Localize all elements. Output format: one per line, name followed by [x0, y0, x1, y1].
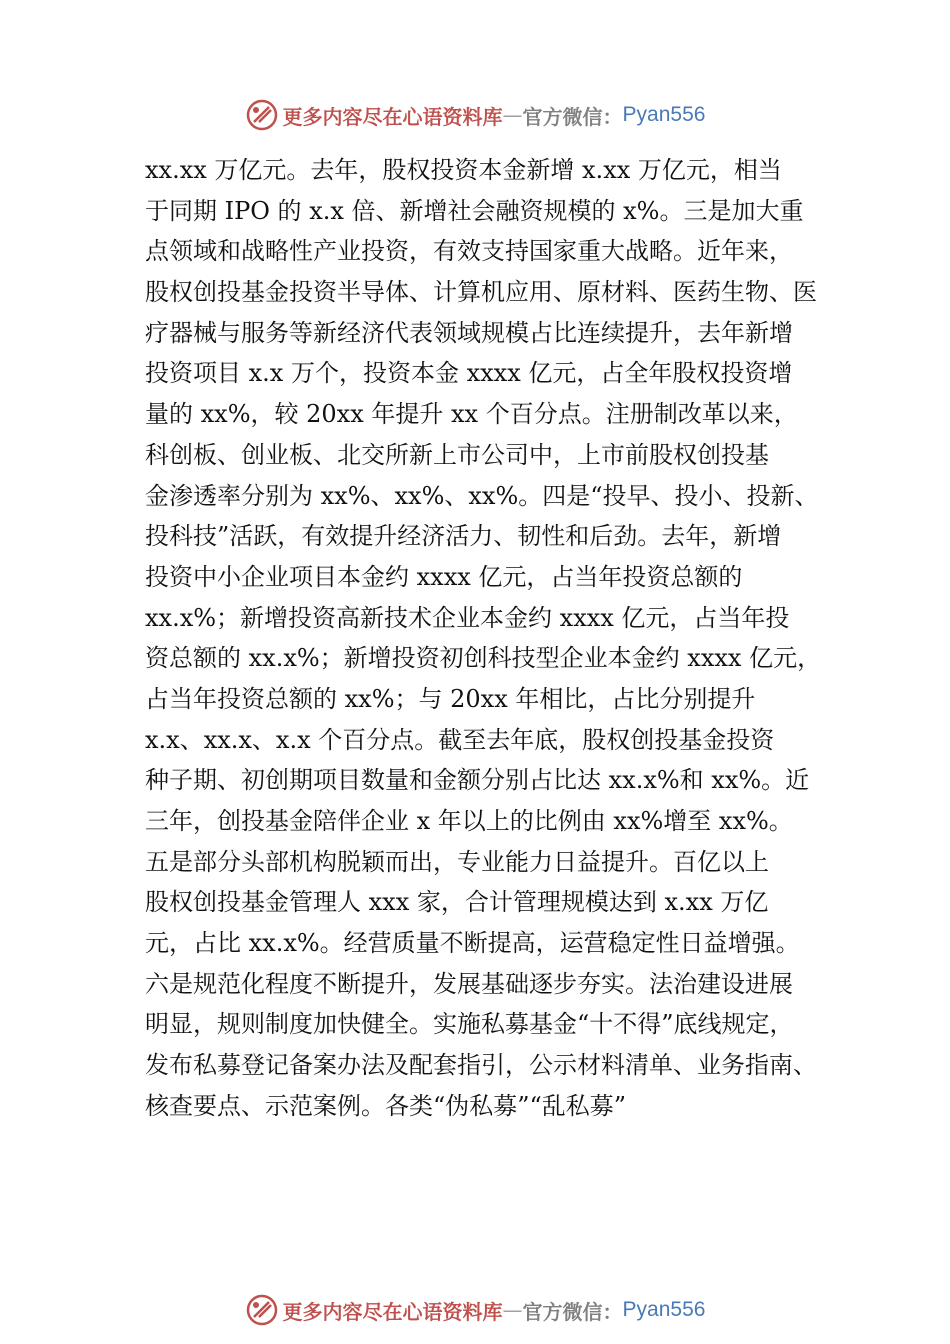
watermark-dash: —	[502, 1298, 523, 1322]
body-line: 发布私募登记备案办法及配套指引，公示材料清单、业务指南、	[145, 1051, 817, 1080]
body-line: 科创板、创业板、北交所新上市公司中，上市前股权创投基	[145, 440, 769, 469]
body-line: xx.xx 万亿元。去年，股权投资本金新增 x.xx 万亿元，相当	[145, 156, 782, 184]
body-line: 股权创投基金管理人 xxx 家，合计管理规模达到 x.xx 万亿	[145, 888, 769, 917]
body-line: 投科技”活跃，有效提升经济活力、韧性和后劲。去年，新增	[145, 522, 782, 551]
body-line: 投资中小企业项目本金约 xxxx 亿元，占当年投资总额的	[145, 562, 743, 591]
body-line: 点领域和战略性产业投资，有效支持国家重大战略。近年来，	[145, 237, 793, 266]
watermark-handle: Pyan556	[622, 1298, 706, 1321]
brand-logo-icon	[245, 98, 279, 132]
body-line: 于同期 IPO 的 x.x 倍、新增社会融资规模的 x%。三是加大重	[145, 196, 804, 225]
body-line: 元，占比 xx.x%。经营质量不断提高，运营稳定性日益增强。	[145, 929, 800, 958]
body-line: 种子期、初创期项目数量和金额分别占比达 xx.x%和 xx%。近	[145, 766, 810, 795]
document-body	[145, 150, 845, 1127]
body-line: 量的 xx%，较 20xx 年提升 xx 个百分点。注册制改革以来，	[145, 400, 798, 429]
body-line: 投资项目 x.x 万个，投资本金 xxxx 亿元，占全年股权投资增	[145, 359, 793, 388]
watermark-handle: Pyan556	[622, 103, 706, 126]
body-line: 三年，创投基金陪伴企业 x 年以上的比例由 xx%增至 xx%。	[145, 807, 793, 835]
body-line: 核查要点、示范案例。各类“伪私募”“乱私募”	[145, 1091, 627, 1120]
brand-logo-icon	[245, 1293, 279, 1327]
footer-watermark	[0, 1290, 950, 1330]
body-line: 明显，规则制度加快健全。实施私募基金“十不得”底线规定，	[145, 1010, 794, 1039]
watermark-label: 官方微信：	[522, 1299, 623, 1324]
header-watermark	[0, 95, 950, 135]
body-line: 五是部分头部机构脱颖而出，专业能力日益提升。百亿以上	[145, 847, 769, 876]
watermark-dash: —	[502, 103, 523, 127]
watermark-brand: 更多内容尽在心语资料库	[282, 1299, 503, 1324]
body-line: 金渗透率分别为 xx%、xx%、xx%。四是“投早、投小、投新、	[145, 481, 819, 510]
body-line: x.x、xx.x、x.x 个百分点。截至去年底，股权创投基金投资	[145, 725, 775, 754]
watermark-label: 官方微信：	[522, 104, 623, 129]
body-line: 疗器械与服务等新经济代表领域规模占比连续提升，去年新增	[145, 318, 793, 347]
body-line: 股权创投基金投资半导体、计算机应用、原材料、医药生物、医	[145, 278, 817, 307]
body-line: 资总额的 xx.x%；新增投资初创科技型企业本金约 xxxx 亿元，	[145, 644, 822, 673]
body-line: 占当年投资总额的 xx%；与 20xx 年相比，占比分别提升	[145, 684, 756, 713]
watermark-brand: 更多内容尽在心语资料库	[282, 104, 503, 129]
body-line: xx.x%；新增投资高新技术企业本金约 xxxx 亿元，占当年投	[145, 603, 790, 632]
body-line: 六是规范化程度不断提升，发展基础逐步夯实。法治建设进展	[145, 969, 793, 998]
